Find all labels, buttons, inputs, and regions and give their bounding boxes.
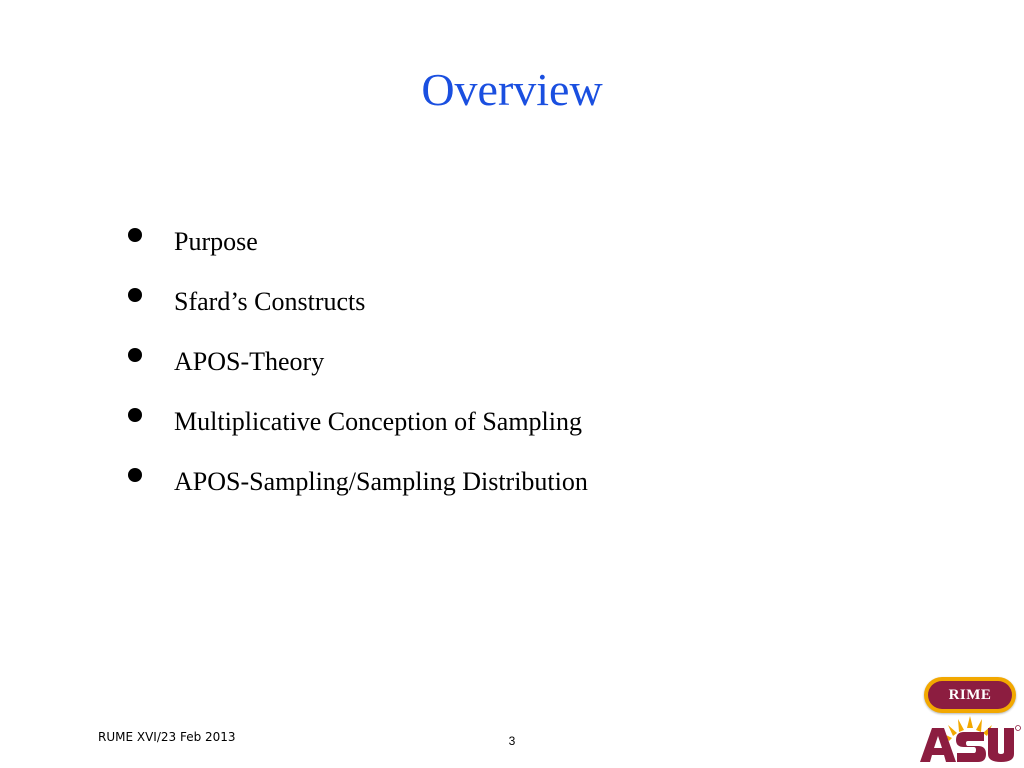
- bullet-text: Multiplicative Conception of Sampling: [174, 407, 583, 436]
- bullet-text: Sfard’s Constructs: [174, 287, 366, 316]
- page-number: 3: [508, 734, 516, 748]
- bullet-text: APOS-Sampling/Sampling Distribution: [174, 467, 588, 496]
- slide-title: Overview: [421, 64, 603, 115]
- bullet-icon: [128, 228, 142, 242]
- rime-badge: [924, 677, 1016, 713]
- bullet-text: APOS-Theory: [174, 347, 325, 376]
- bullet-icon: [128, 408, 142, 422]
- footer-text: RUME XVI/23 Feb 2013: [98, 730, 236, 744]
- asu-logo-icon: [918, 714, 1022, 764]
- bullet-text: Purpose: [174, 227, 258, 256]
- bullet-icon: [128, 288, 142, 302]
- bullet-icon: [128, 468, 142, 482]
- bullet-icon: [128, 348, 142, 362]
- rime-badge-label: RIME: [928, 681, 1012, 709]
